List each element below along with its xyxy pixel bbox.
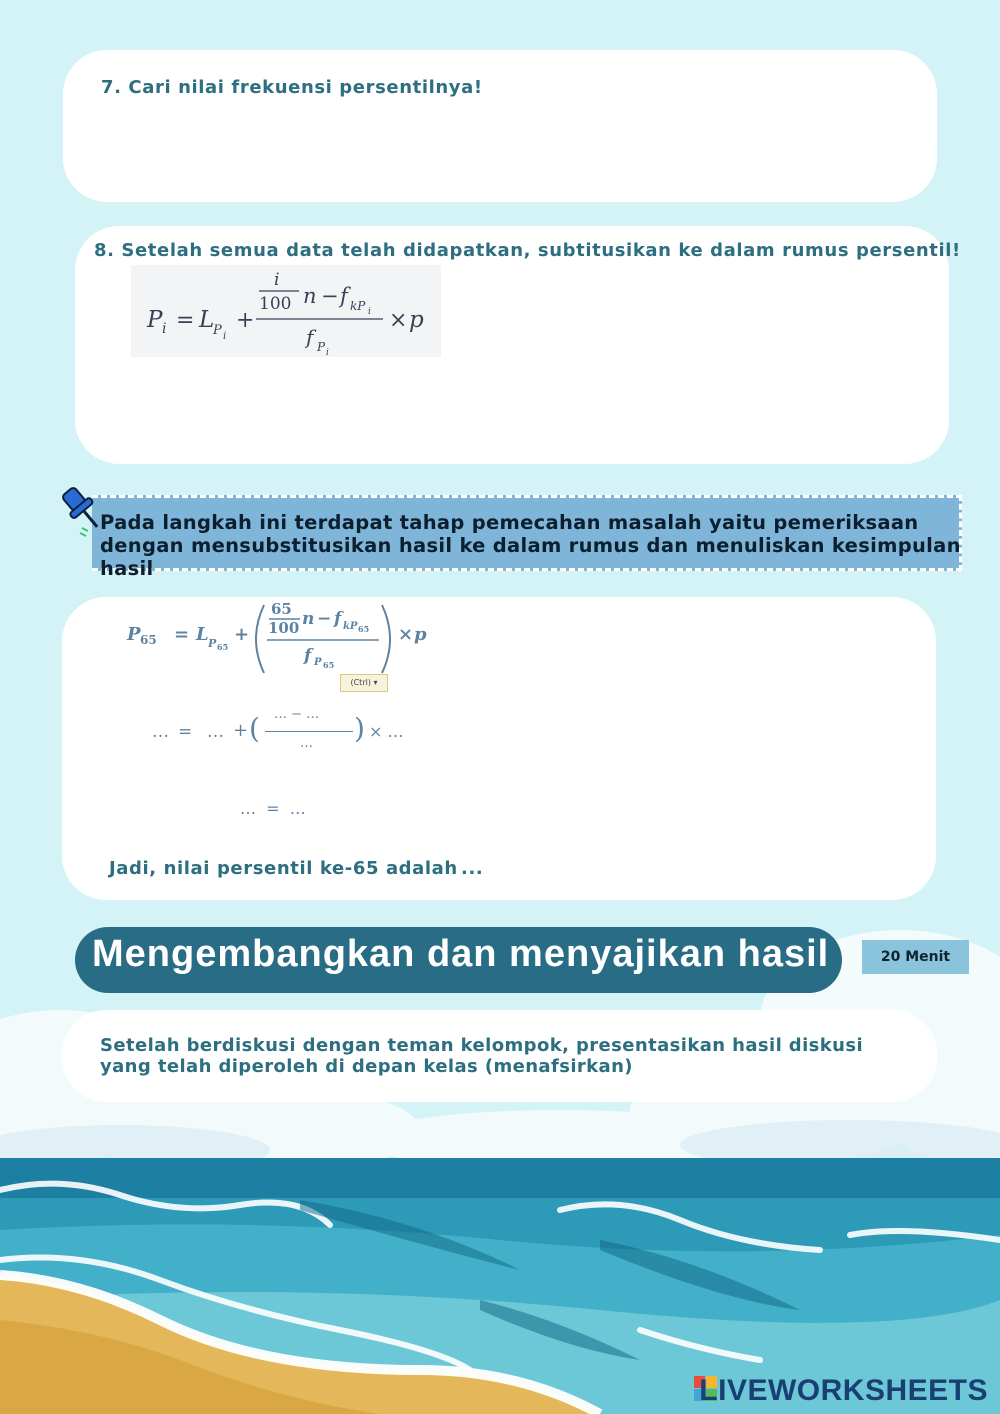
svg-text:100: 100	[268, 619, 300, 637]
paste-options-chip[interactable]: (Ctrl) ▾	[340, 674, 388, 692]
svg-text:+: +	[234, 624, 250, 645]
svg-text:kP: kP	[350, 299, 366, 313]
section-title	[75, 927, 842, 993]
svg-text:i: i	[223, 331, 227, 342]
svg-text:i: i	[326, 348, 329, 357]
svg-text:f: f	[340, 284, 348, 308]
svg-text:×: ×	[389, 308, 408, 333]
calc-row2-open-paren: (	[249, 712, 260, 745]
calc-row2-equals: =	[178, 722, 193, 742]
calc-row3: … = …	[240, 799, 306, 818]
svg-text:L: L	[199, 307, 215, 333]
svg-text:f: f	[334, 609, 342, 629]
svg-text:n: n	[302, 609, 315, 629]
svg-text:p: p	[409, 307, 424, 333]
svg-text:P: P	[314, 657, 322, 668]
conclusion-label: Jadi, nilai persentil ke-65 adalah	[109, 858, 458, 879]
calc-row2-times: × …	[369, 722, 404, 741]
calc-row2-denominator: …	[300, 736, 313, 751]
svg-text:p: p	[414, 624, 427, 645]
calc-row2-close-paren: )	[354, 712, 365, 745]
svg-text:L: L	[196, 624, 209, 645]
svg-text:65: 65	[140, 633, 157, 647]
calc-row2-numerator: … − …	[274, 707, 320, 722]
conclusion-value[interactable]: ...	[461, 858, 484, 879]
percentile-formula-graphic	[131, 265, 441, 357]
svg-text:i: i	[274, 270, 280, 290]
instruction-text: Setelah berdiskusi dengan teman kelompok, presentasikan hasil diskusi yang telah diperoleh di depan kelas (menafsirkan)	[100, 1035, 864, 1077]
svg-text:P: P	[213, 323, 222, 338]
svg-text:−: −	[321, 284, 339, 308]
svg-text:65: 65	[217, 642, 229, 652]
hint-text: Pada langkah ini terdapat tahap pemecahan masalah yaitu pemeriksaan dengan mensubstitusikan hasil ke dalam rumus dan menuliskan kesimpulan hasil	[100, 511, 961, 580]
svg-text:65: 65	[271, 600, 292, 618]
svg-text:=: =	[176, 308, 195, 333]
question-7-card	[63, 50, 937, 202]
calc-row2-lower: …	[207, 722, 224, 742]
svg-text:i: i	[162, 321, 167, 337]
time-badge: 20 Menit	[862, 940, 969, 974]
svg-text:=: =	[174, 624, 190, 645]
svg-text:kP: kP	[343, 621, 358, 632]
svg-text:65: 65	[323, 660, 335, 670]
svg-text:f: f	[304, 646, 312, 666]
svg-text:n: n	[303, 284, 317, 308]
p65-formula	[124, 597, 444, 677]
svg-text:P: P	[147, 307, 163, 333]
svg-text:65: 65	[358, 624, 370, 634]
svg-text:×: ×	[398, 624, 414, 645]
percentile-formula	[131, 265, 441, 357]
svg-text:f: f	[306, 325, 314, 349]
svg-text:P: P	[127, 624, 141, 645]
calc-row2-fraction-bar	[265, 731, 353, 732]
svg-text:100: 100	[259, 294, 292, 314]
calc-row2-plus: +	[233, 720, 249, 741]
svg-text:i: i	[368, 307, 371, 317]
svg-text:+: +	[236, 308, 255, 333]
section-title-text: Mengembangkan dan menyajikan hasil	[92, 933, 830, 975]
question-7-text: 7. Cari nilai frekuensi persentilnya!	[101, 77, 483, 98]
calc-row2-left: …	[152, 722, 169, 742]
svg-text:P: P	[317, 340, 326, 354]
liveworksheets-brand[interactable]: LIVEWORKSHEETS	[699, 1374, 988, 1407]
svg-text:−: −	[317, 609, 332, 629]
svg-text:P: P	[208, 637, 217, 650]
question-8-text: 8. Setelah semua data telah didapatkan, subtitusikan ke dalam rumus persentil!	[94, 240, 961, 261]
